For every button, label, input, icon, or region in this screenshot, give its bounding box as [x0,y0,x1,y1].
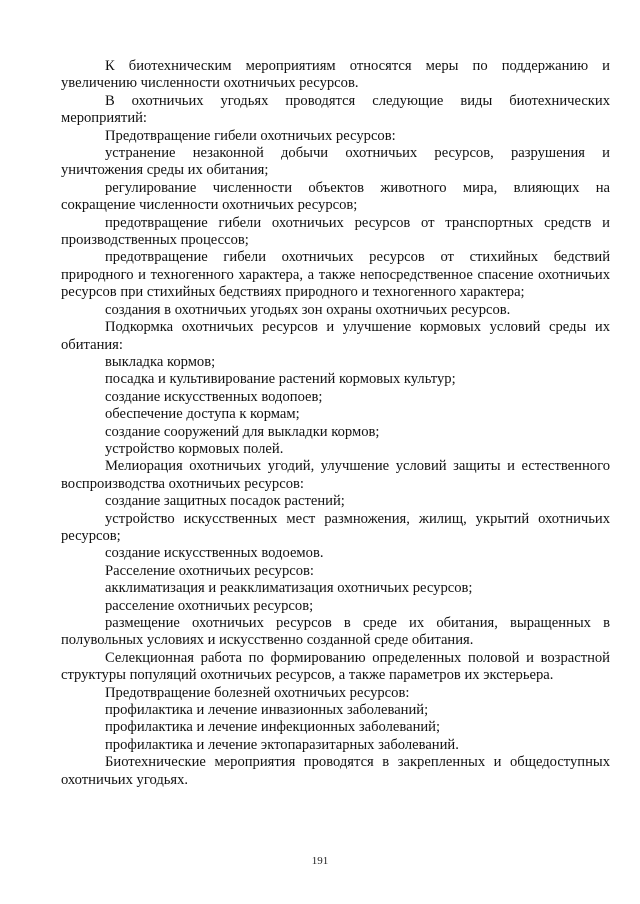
list-item: устройство кормовых полей. [105,440,284,457]
section-heading: Подкормка охотничьих ресурсов и улучшение кормовых условий среды их обитания: [61,319,610,353]
list-item: устройство искусственных мест размножения, жилищ, укрытий охотничьих ресурсов; [61,510,610,544]
page-number: 191 [311,855,329,867]
section-heading: Расселение охотничьих ресурсов: [105,562,314,579]
section-heading: Предотвращение гибели охотничьих ресурсов: [105,127,396,144]
list-item: профилактика и лечение инфекционных заболеваний; [105,719,441,736]
list-item: создание искусственных водоемов. [105,545,324,562]
list-item: акклиматизация и реакклиматизация охотничьих ресурсов; [105,580,473,597]
section-heading: Мелиорация охотничьих угодий, улучшение условий защиты и естественного воспроизводства охотничьих ресурсов: [61,458,610,492]
list-item: профилактика и лечение эктопаразитарных заболеваний. [105,736,459,753]
list-item: выкладка кормов; [105,353,216,370]
paragraph: К биотехническим мероприятиям относятся меры по поддержанию и увеличению численности охотничьих ресурсов. [61,58,610,92]
list-item: посадка и культивирование растений кормовых культур; [105,371,456,388]
list-item: обеспечение доступа к кормам; [105,406,300,423]
section-heading: Селекционная работа по формированию определенных половой и возрастной структуры популяций охотничьих ресурсов, а также параметров их экстерьера. [61,649,610,684]
list-item: создание сооружений для выкладки кормов; [105,423,380,440]
list-item: размещение охотничьих ресурсов в среде их обитания, выращенных в полувольных условиях и искусственно созданной среде обитания. [61,615,610,649]
list-item: создание искусственных водопоев; [105,388,323,405]
list-item: предотвращение гибели охотничьих ресурсов от стихийных бедствий природного и техногенного характера, а также непосредственное спасение охотничьих ресурсов при стихийных бедствиях природного и техногенного характера; [61,249,610,301]
list-item: создания в охотничьих угодьях зон охраны охотничьих ресурсов. [105,301,511,318]
list-item: расселение охотничьих ресурсов; [105,597,314,614]
paragraph: Биотехнические мероприятия проводятся в закрепленных и общедоступных охотничьих угодьях. [61,754,610,788]
list-item: профилактика и лечение инвазионных заболеваний; [105,702,429,719]
list-item: регулирование численности объектов животного мира, влияющих на сокращение численности охотничьих ресурсов; [61,179,610,214]
page-body [61,58,610,789]
list-item: создание защитных посадок растений; [105,493,345,510]
list-item: предотвращение гибели охотничьих ресурсов от транспортных средств и производственных процессов; [61,214,610,249]
section-heading: Предотвращение болезней охотничьих ресурсов: [105,684,410,701]
list-item: устранение незаконной добычи охотничьих ресурсов, разрушения и уничтожения среды их обитания; [61,145,610,179]
paragraph: В охотничьих угодьях проводятся следующие виды биотехнических мероприятий: [61,92,610,127]
